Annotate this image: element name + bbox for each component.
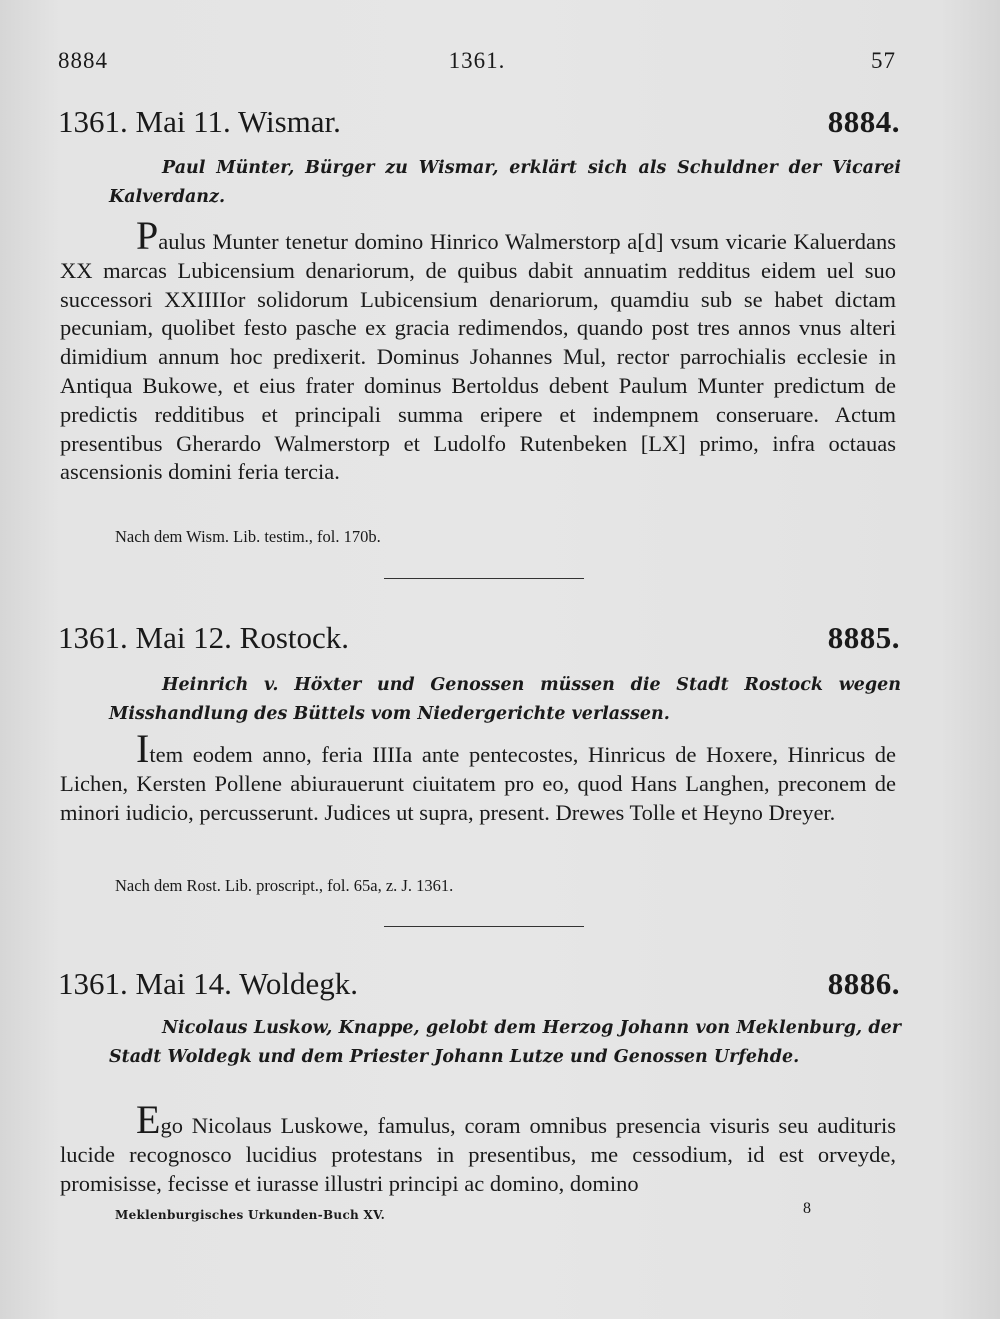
entry-heading bbox=[58, 620, 900, 660]
initial-letter: P bbox=[136, 213, 159, 258]
signature-mark: 8 bbox=[803, 1200, 811, 1217]
entry-number: 8884. bbox=[827, 104, 900, 139]
header-year: 1361. bbox=[448, 48, 506, 73]
entry-date-place: 1361. Mai 11. Wismar. bbox=[58, 104, 341, 139]
source-note: Nach dem Wism. Lib. testim., fol. 170b. bbox=[115, 527, 381, 546]
page-number: 57 bbox=[871, 48, 896, 73]
entry-text: go Nicolaus Luskowe, famulus, coram omnibus presencia visuris seu audituris lucide recognosco lucidius protestans in presentibus, me cessodium, id est orveyde, promisisse, fecisse et iurasse illustri principi ac domino, domino bbox=[60, 1113, 896, 1196]
entry-summary: Paul Münter, Bürger zu Wismar, erklärt sich als Schuldner der Vicarei Kalverdanz. bbox=[109, 158, 901, 207]
footer-publication-title: Meklenburgisches Urkunden-Buch XV. bbox=[115, 1208, 386, 1222]
initial-letter: I bbox=[136, 726, 150, 771]
entry-text: aulus Munter tenetur domino Hinrico Walmerstorp a[d] vsum vicarie Kaluerdans XX marcas Lubicensium denariorum, de quibus dabit annuatim redditus eidem uel suo successori XXIIIIor solidorum Lubicensium denariorum, quamdiu sub se habet dictam pecuniam, quolibet festo pasche ex gracia redimendos, quando post tres annos vnus alteri dimidium annum hoc predixerit. Dominus Johannes Mul, rector parrochialis ecclesie in Antiqua Bukowe, et eius frater dominus Bertoldus debent Paulum Munter predictum de predictis redditibus et principali summa eripere et indempnem conseruare. Actum presentibus Gherardo Walmerstorp et Ludolfo Rutenbeken [LX] primo, infra octauas ascensionis domini feria tercia. bbox=[60, 229, 896, 485]
running-header bbox=[58, 48, 896, 78]
header-entry-number: 8884 bbox=[58, 48, 108, 73]
entry-number: 8886. bbox=[827, 966, 900, 1001]
source-note: Nach dem Rost. Lib. proscript., fol. 65a, z. J. 1361. bbox=[115, 876, 454, 895]
entry-body bbox=[60, 1097, 896, 1198]
entry-number: 8885. bbox=[827, 620, 900, 655]
entry-summary: Heinrich v. Höxter und Genossen müssen die Stadt Rostock wegen Misshandlung des Büttels vom Niedergerichte verlassen. bbox=[109, 675, 901, 724]
separator-rule bbox=[384, 578, 584, 579]
initial-letter: E bbox=[136, 1097, 161, 1142]
entry-date-place: 1361. Mai 14. Woldegk. bbox=[58, 966, 359, 1001]
entry-date-place: 1361. Mai 12. Rostock. bbox=[58, 620, 350, 655]
entry-heading bbox=[58, 104, 900, 144]
entry-text: tem eodem anno, feria IIIIa ante pentecostes, Hinricus de Hoxere, Hinricus de Lichen, Kersten Pollene abiurauerunt ciuitatem pro eo, quod Hans Langhen, preconem de minori iudicio, percusserunt. Judices ut supra, present. Drewes Tolle et Heyno Dreyer. bbox=[60, 742, 896, 825]
entry-body bbox=[60, 726, 896, 827]
separator-rule bbox=[384, 926, 584, 927]
entry-heading bbox=[58, 966, 900, 1006]
entry-body bbox=[60, 213, 896, 487]
entry-summary: Nicolaus Luskow, Knappe, gelobt dem Herzog Johann von Meklenburg, der Stadt Woldegk und dem Priester Johann Lutze und Genossen Urfehde. bbox=[109, 1018, 901, 1067]
